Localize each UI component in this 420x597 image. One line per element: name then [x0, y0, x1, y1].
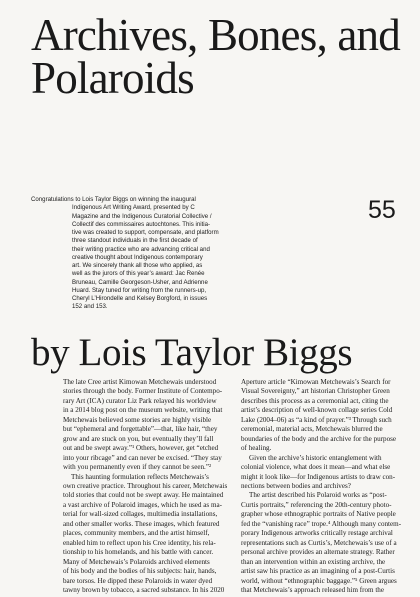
- body-line: grapher whose ethnographic portraits of Native people: [241, 510, 396, 519]
- body-line: a vast archive of Polaroid images, which he used as ma-: [63, 500, 222, 509]
- body-line: enabled him to reflect upon his Cree identity, his rela-: [63, 538, 216, 547]
- congrats-line: Bruneau, Camille Georgeson-Usher, and Adrienne: [72, 278, 208, 286]
- body-line: Curtis portraits,” referencing the 20th-century photo-: [241, 500, 392, 509]
- body-line: Metchewais believed some stories are highly visible: [63, 415, 212, 424]
- body-line: of his body and the bodies of his subjects: hair, hands,: [63, 567, 217, 576]
- congrats-line: Indigenous Art Writing Award, presented by C: [72, 204, 195, 212]
- congrats-line: tive was created to support, compensate, and platform: [72, 229, 219, 236]
- congrats-line: Congratulations to Lois Taylor Biggs on winning the inaugural: [31, 196, 196, 203]
- body-line: This haunting formulation reflects Metchewais’s: [71, 472, 209, 481]
- body-line: world, without “ethnographic baggage.”⁵ Green argues: [241, 576, 397, 585]
- body-line: representations such as Curtis’s, Metchewais’s use of a: [241, 538, 397, 547]
- article-title-line-1: Archives, Bones, and: [31, 10, 400, 60]
- body-line: but “ephemeral and forgettable”—that, like hair, “they: [63, 425, 218, 434]
- body-line: tawny brown by tobacco, a sacred substance. In his 2020: [63, 585, 225, 594]
- body-line: Given the archive’s historic entanglement with: [249, 453, 382, 462]
- article-title-line-2: Polaroids: [31, 53, 194, 103]
- article-title: [31, 10, 411, 103]
- body-line: ceremonial, material acts, Metchewais blurred the: [241, 425, 383, 434]
- body-line: told stories that could not be swept away. He maintained: [63, 491, 224, 500]
- body-line: terial for wall-sized collages, multimedia installations,: [63, 510, 218, 519]
- body-line: Lake (2004–06) as “a kind of prayer.”³ Through such: [241, 415, 392, 424]
- body-line: grow and are stuck on you, but eventually they’ll fall: [63, 434, 214, 443]
- congrats-line: three standout individuals in the first decade of: [72, 237, 198, 245]
- body-line: rary Art (ICA) curator Liz Park relayed his worldview: [63, 396, 217, 405]
- body-line: Many of Metchewais’s Polaroids archived elements: [63, 557, 210, 566]
- body-line: out and be swept away.”¹ Others, however, get “etched: [63, 444, 219, 453]
- body-line: artist saw his practice as an imagining of a post-Curtis: [241, 567, 395, 576]
- body-line: own creative practice. Throughout his career, Metchewais: [63, 481, 228, 490]
- body-line: artist’s description of well-known collage series Cold: [241, 406, 393, 415]
- body-line: personal archive provides an alternate strategy. Rather: [241, 548, 395, 557]
- body-line: The artist described his Polaroid works as “post-: [249, 491, 387, 500]
- body-line: nections between bodies and archives?: [241, 481, 351, 490]
- body-line: of healing.: [241, 444, 272, 453]
- body-line: that Metchewais’s approach released him from the: [241, 585, 385, 594]
- congrats-line: Magazine and the Indigenous Curatorial Collective /: [72, 212, 212, 220]
- body-line: fed the “vanishing race” trope.⁴ Although many contem-: [241, 519, 402, 528]
- body-line: porary Indigenous artworks critically restage archival: [241, 529, 393, 538]
- congrats-line: 152 and 153.: [72, 303, 108, 311]
- body-column-left: [63, 378, 235, 595]
- congrats-line: creative thought about Indigenous contemporary: [72, 253, 203, 261]
- author-byline: by Lois Taylor Biggs: [31, 331, 353, 374]
- body-line: describes this process as a ceremonial act, citing the: [241, 396, 389, 405]
- body-line: might it look like—for Indigenous artists to draw con-: [241, 472, 396, 481]
- congrats-line: Cheryl L’Hirondelle and Kelsey Borgford, in issues: [72, 295, 208, 302]
- congrats-line: well as the jurors of this year’s award: Jac Renée: [72, 270, 205, 278]
- body-line: in a 2014 blog post on the museum website, writing that: [63, 406, 223, 415]
- body-line: colonial violence, what does it mean—and what else: [241, 463, 391, 472]
- body-line: tionship to his homelands, and his battle with cancer.: [63, 548, 214, 557]
- congrats-line: Huard. Stay tuned for writing from the runners-up,: [72, 286, 207, 294]
- congrats-line: Collectif des commissaires autochtones. This initia-: [72, 220, 211, 228]
- body-line: Visual Sovereignty,” art historian Christopher Green: [241, 387, 390, 396]
- body-line: with you permanently even if they cannot be seen.”²: [63, 463, 212, 472]
- body-line: and other smaller works. These images, which featured: [63, 519, 220, 528]
- page-number: 55: [368, 196, 396, 224]
- body-line: bare torsos. He dipped these Polaroids in water dyed: [63, 576, 213, 585]
- body-line: boundaries of the body and the archive for the purpose: [241, 434, 397, 443]
- body-line: stories through the body. Former Institute of Contempo-: [63, 387, 223, 396]
- congrats-line: their writing practice who are advancing critical and: [72, 245, 210, 253]
- body-line: The late Cree artist Kimowan Metchewais understood: [63, 378, 217, 386]
- body-column-right: [241, 378, 413, 595]
- award-congratulations-note: [31, 196, 281, 312]
- body-line: than an intervention within an existing archive, the: [241, 557, 386, 566]
- body-line: into your ribcage” and can never be excised. “They stay: [63, 453, 222, 462]
- body-line: Aperture article “Kimowan Metchewais’s Search for: [241, 378, 391, 386]
- body-line: places, community members, and the artist himself,: [63, 529, 210, 538]
- congrats-line: art. We sincerely thank all those who applied, as: [72, 262, 203, 269]
